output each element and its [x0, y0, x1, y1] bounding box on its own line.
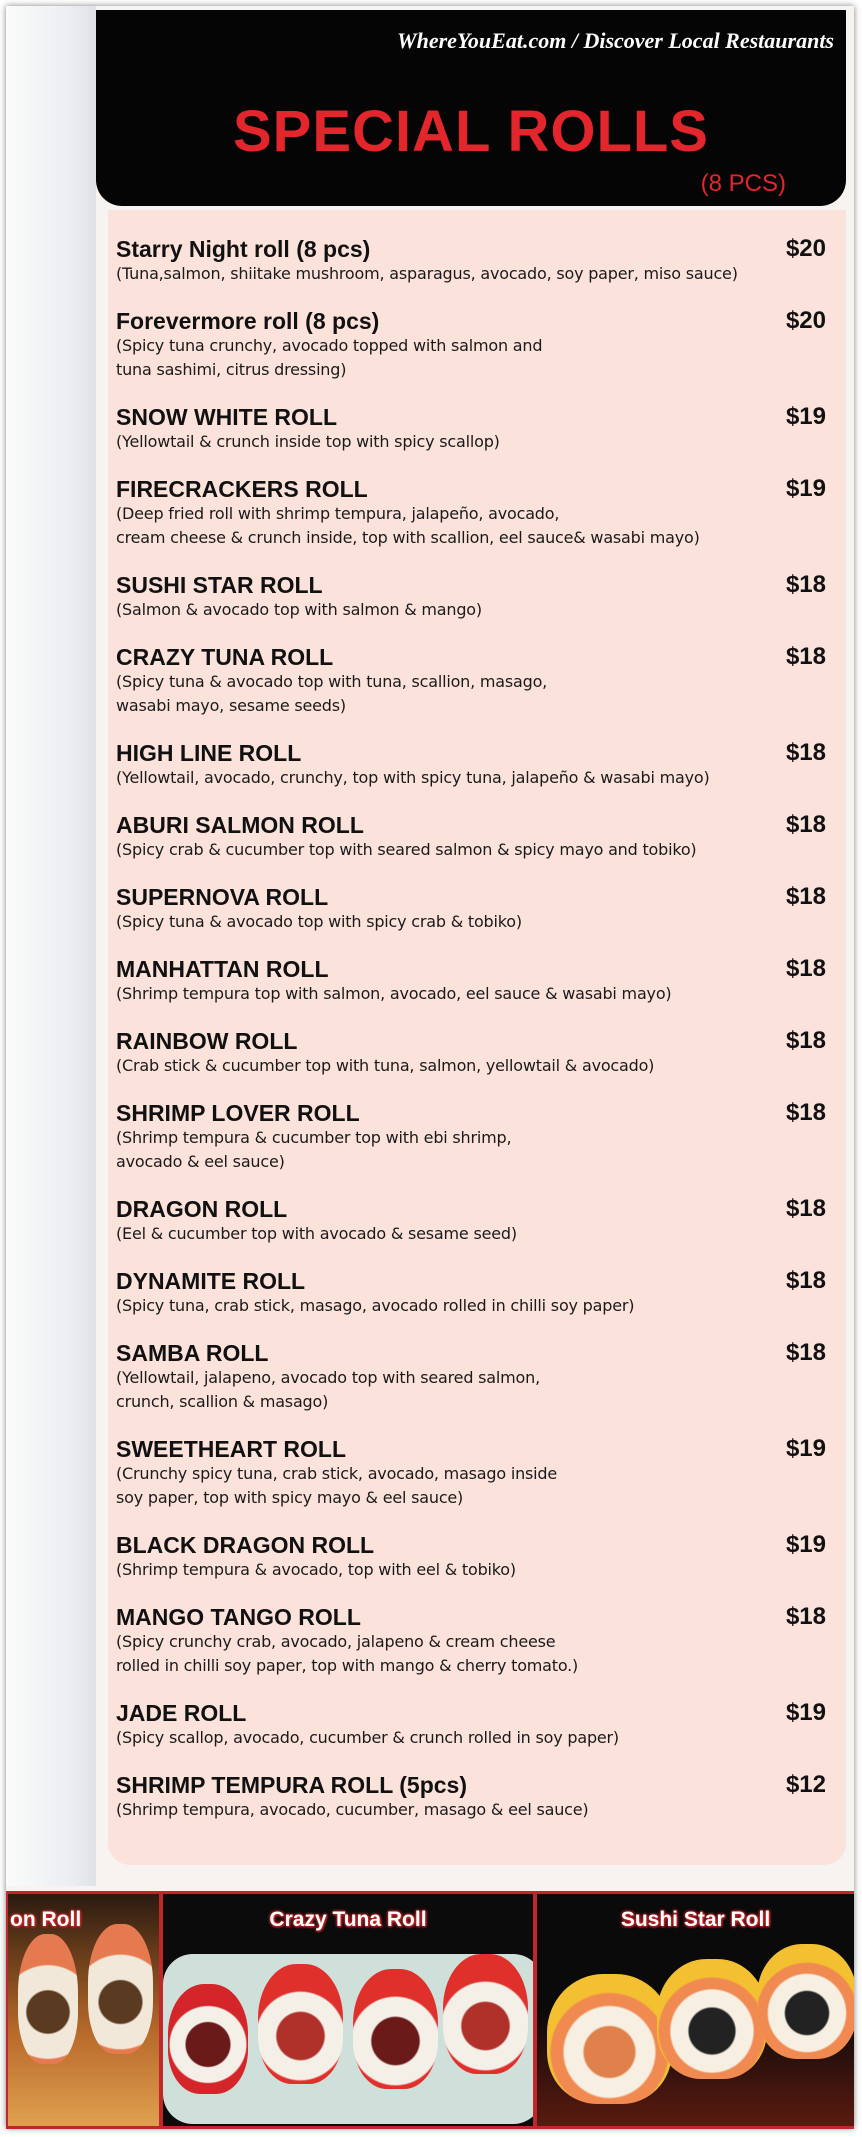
section-title: SPECIAL ROLLS — [233, 99, 709, 164]
item-price: $18 — [785, 1195, 826, 1222]
item-description: (Yellowtail, jalapeno, avocado top with seared salmon, crunch, scallion & masago) — [116, 1368, 540, 1411]
item-name: SUPERNOVA ROLL — [116, 884, 329, 910]
item-price: $19 — [785, 1699, 826, 1726]
menu-items — [116, 236, 826, 1844]
item-price: $18 — [785, 643, 826, 670]
item-price: $18 — [785, 1027, 826, 1054]
photo-label: Sushi Star Roll — [620, 1908, 771, 1931]
item-price: $18 — [785, 1603, 826, 1630]
menu-item — [116, 404, 826, 454]
menu-item — [116, 1436, 826, 1510]
menu-header — [96, 10, 846, 206]
item-price: $19 — [785, 403, 826, 430]
item-description: (Shrimp tempura, avocado, cucumber, masago & eel sauce) — [116, 1800, 589, 1819]
item-name: DYNAMITE ROLL — [116, 1268, 306, 1294]
page-fold — [6, 6, 96, 1886]
item-name: SUSHI STAR ROLL — [116, 572, 323, 598]
item-price: $18 — [785, 1267, 826, 1294]
item-price: $18 — [785, 811, 826, 838]
menu-item — [116, 956, 826, 1006]
item-name: SWEETHEART ROLL — [116, 1436, 346, 1462]
item-price: $18 — [785, 1099, 826, 1126]
item-price: $12 — [785, 1771, 826, 1798]
item-price: $18 — [785, 571, 826, 598]
item-description: (Crunchy spicy tuna, crab stick, avocado, masago inside soy paper, top with spicy mayo & eel sauce) — [116, 1464, 558, 1507]
item-description: (Tuna,salmon, shiitake mushroom, asparagus, avocado, soy paper, miso sauce) — [116, 264, 738, 283]
item-name: Forevermore roll (8 pcs) — [116, 308, 380, 334]
menu-item — [116, 1196, 826, 1246]
section-subtitle: (8 PCS) — [700, 170, 786, 197]
watermark-text: WhereYouEat.com / Discover Local Restaurants — [397, 28, 834, 53]
item-description: (Shrimp tempura & avocado, top with eel & tobiko) — [116, 1560, 516, 1579]
menu-item — [116, 884, 826, 934]
item-price: $18 — [785, 883, 826, 910]
item-description: (Salmon & avocado top with salmon & mango) — [116, 600, 482, 619]
item-description: (Spicy crunchy crab, avocado, jalapeno & cream cheese rolled in chilli soy paper, top with mango & cherry tomato.) — [116, 1632, 579, 1675]
photo-label: Crazy Tuna Roll — [269, 1908, 427, 1931]
menu-item — [116, 1700, 826, 1750]
item-description: (Eel & cucumber top with avocado & sesame seed) — [116, 1224, 517, 1243]
photo-roll-2 — [163, 1894, 533, 2126]
menu-item — [116, 1772, 826, 1822]
item-price: $18 — [785, 955, 826, 982]
item-description: (Shrimp tempura top with salmon, avocado, eel sauce & wasabi mayo) — [116, 984, 672, 1003]
item-name: BLACK DRAGON ROLL — [116, 1532, 375, 1558]
item-description: (Yellowtail, avocado, crunchy, top with spicy tuna, jalapeño & wasabi mayo) — [116, 768, 710, 787]
item-description: (Spicy tuna & avocado top with spicy crab & tobiko) — [116, 912, 522, 931]
item-description: (Spicy tuna, crab stick, masago, avocado rolled in chilli soy paper) — [116, 1296, 635, 1315]
menu-item — [116, 236, 826, 286]
item-name: Starry Night roll (8 pcs) — [116, 236, 371, 262]
item-description: (Shrimp tempura & cucumber top with ebi shrimp, avocado & eel sauce) — [116, 1128, 512, 1171]
item-name: JADE ROLL — [116, 1700, 247, 1726]
item-price: $19 — [785, 1435, 826, 1462]
menu-item — [116, 572, 826, 622]
menu-item — [116, 1340, 826, 1414]
menu-item — [116, 308, 826, 382]
item-description: (Deep fried roll with shrimp tempura, jalapeño, avocado, cream cheese & crunch inside, top with scallion, eel sauce& wasabi mayo) — [116, 504, 700, 547]
item-price: $18 — [785, 1339, 826, 1366]
item-price: $18 — [785, 739, 826, 766]
item-description: (Spicy crab & cucumber top with seared salmon & spicy mayo and tobiko) — [116, 840, 697, 859]
item-name: ABURI SALMON ROLL — [116, 812, 364, 838]
item-description: (Spicy tuna crunchy, avocado topped with salmon and tuna sashimi, citrus dressing) — [116, 336, 543, 379]
item-name: MANHATTAN ROLL — [116, 956, 329, 982]
item-description: (Crab stick & cucumber top with tuna, salmon, yellowtail & avocado) — [116, 1056, 655, 1075]
item-price: $20 — [785, 235, 826, 262]
photo-roll-3 — [537, 1894, 854, 2126]
menu-item — [116, 1532, 826, 1582]
photo-strip — [6, 1891, 854, 2129]
item-description: (Spicy scallop, avocado, cucumber & crunch rolled in soy paper) — [116, 1728, 619, 1747]
item-name: HIGH LINE ROLL — [116, 740, 302, 766]
item-name: SAMBA ROLL — [116, 1340, 269, 1366]
item-name: RAINBOW ROLL — [116, 1028, 298, 1054]
item-name: DRAGON ROLL — [116, 1196, 288, 1222]
menu-item — [116, 812, 826, 862]
menu-item — [116, 1028, 826, 1078]
item-price: $20 — [785, 307, 826, 334]
menu-item — [116, 740, 826, 790]
item-name: SHRIMP LOVER ROLL — [116, 1100, 360, 1126]
item-name: MANGO TANGO ROLL — [116, 1604, 361, 1630]
item-name: SHRIMP TEMPURA ROLL (5pcs) — [116, 1772, 467, 1798]
photo-label: on Roll — [10, 1908, 82, 1931]
menu-item — [116, 476, 826, 550]
menu-item — [116, 1604, 826, 1678]
item-description: (Spicy tuna & avocado top with tuna, scallion, masago, wasabi mayo, sesame seeds) — [116, 672, 548, 715]
menu-item — [116, 1268, 826, 1318]
item-name: SNOW WHITE ROLL — [116, 404, 338, 430]
menu-item — [116, 1100, 826, 1174]
item-price: $19 — [785, 475, 826, 502]
photo-roll-1 — [8, 1894, 159, 2126]
item-description: (Yellowtail & crunch inside top with spicy scallop) — [116, 432, 500, 451]
menu-item — [116, 644, 826, 718]
item-name: CRAZY TUNA ROLL — [116, 644, 334, 670]
item-name: FIRECRACKERS ROLL — [116, 476, 368, 502]
item-price: $19 — [785, 1531, 826, 1558]
